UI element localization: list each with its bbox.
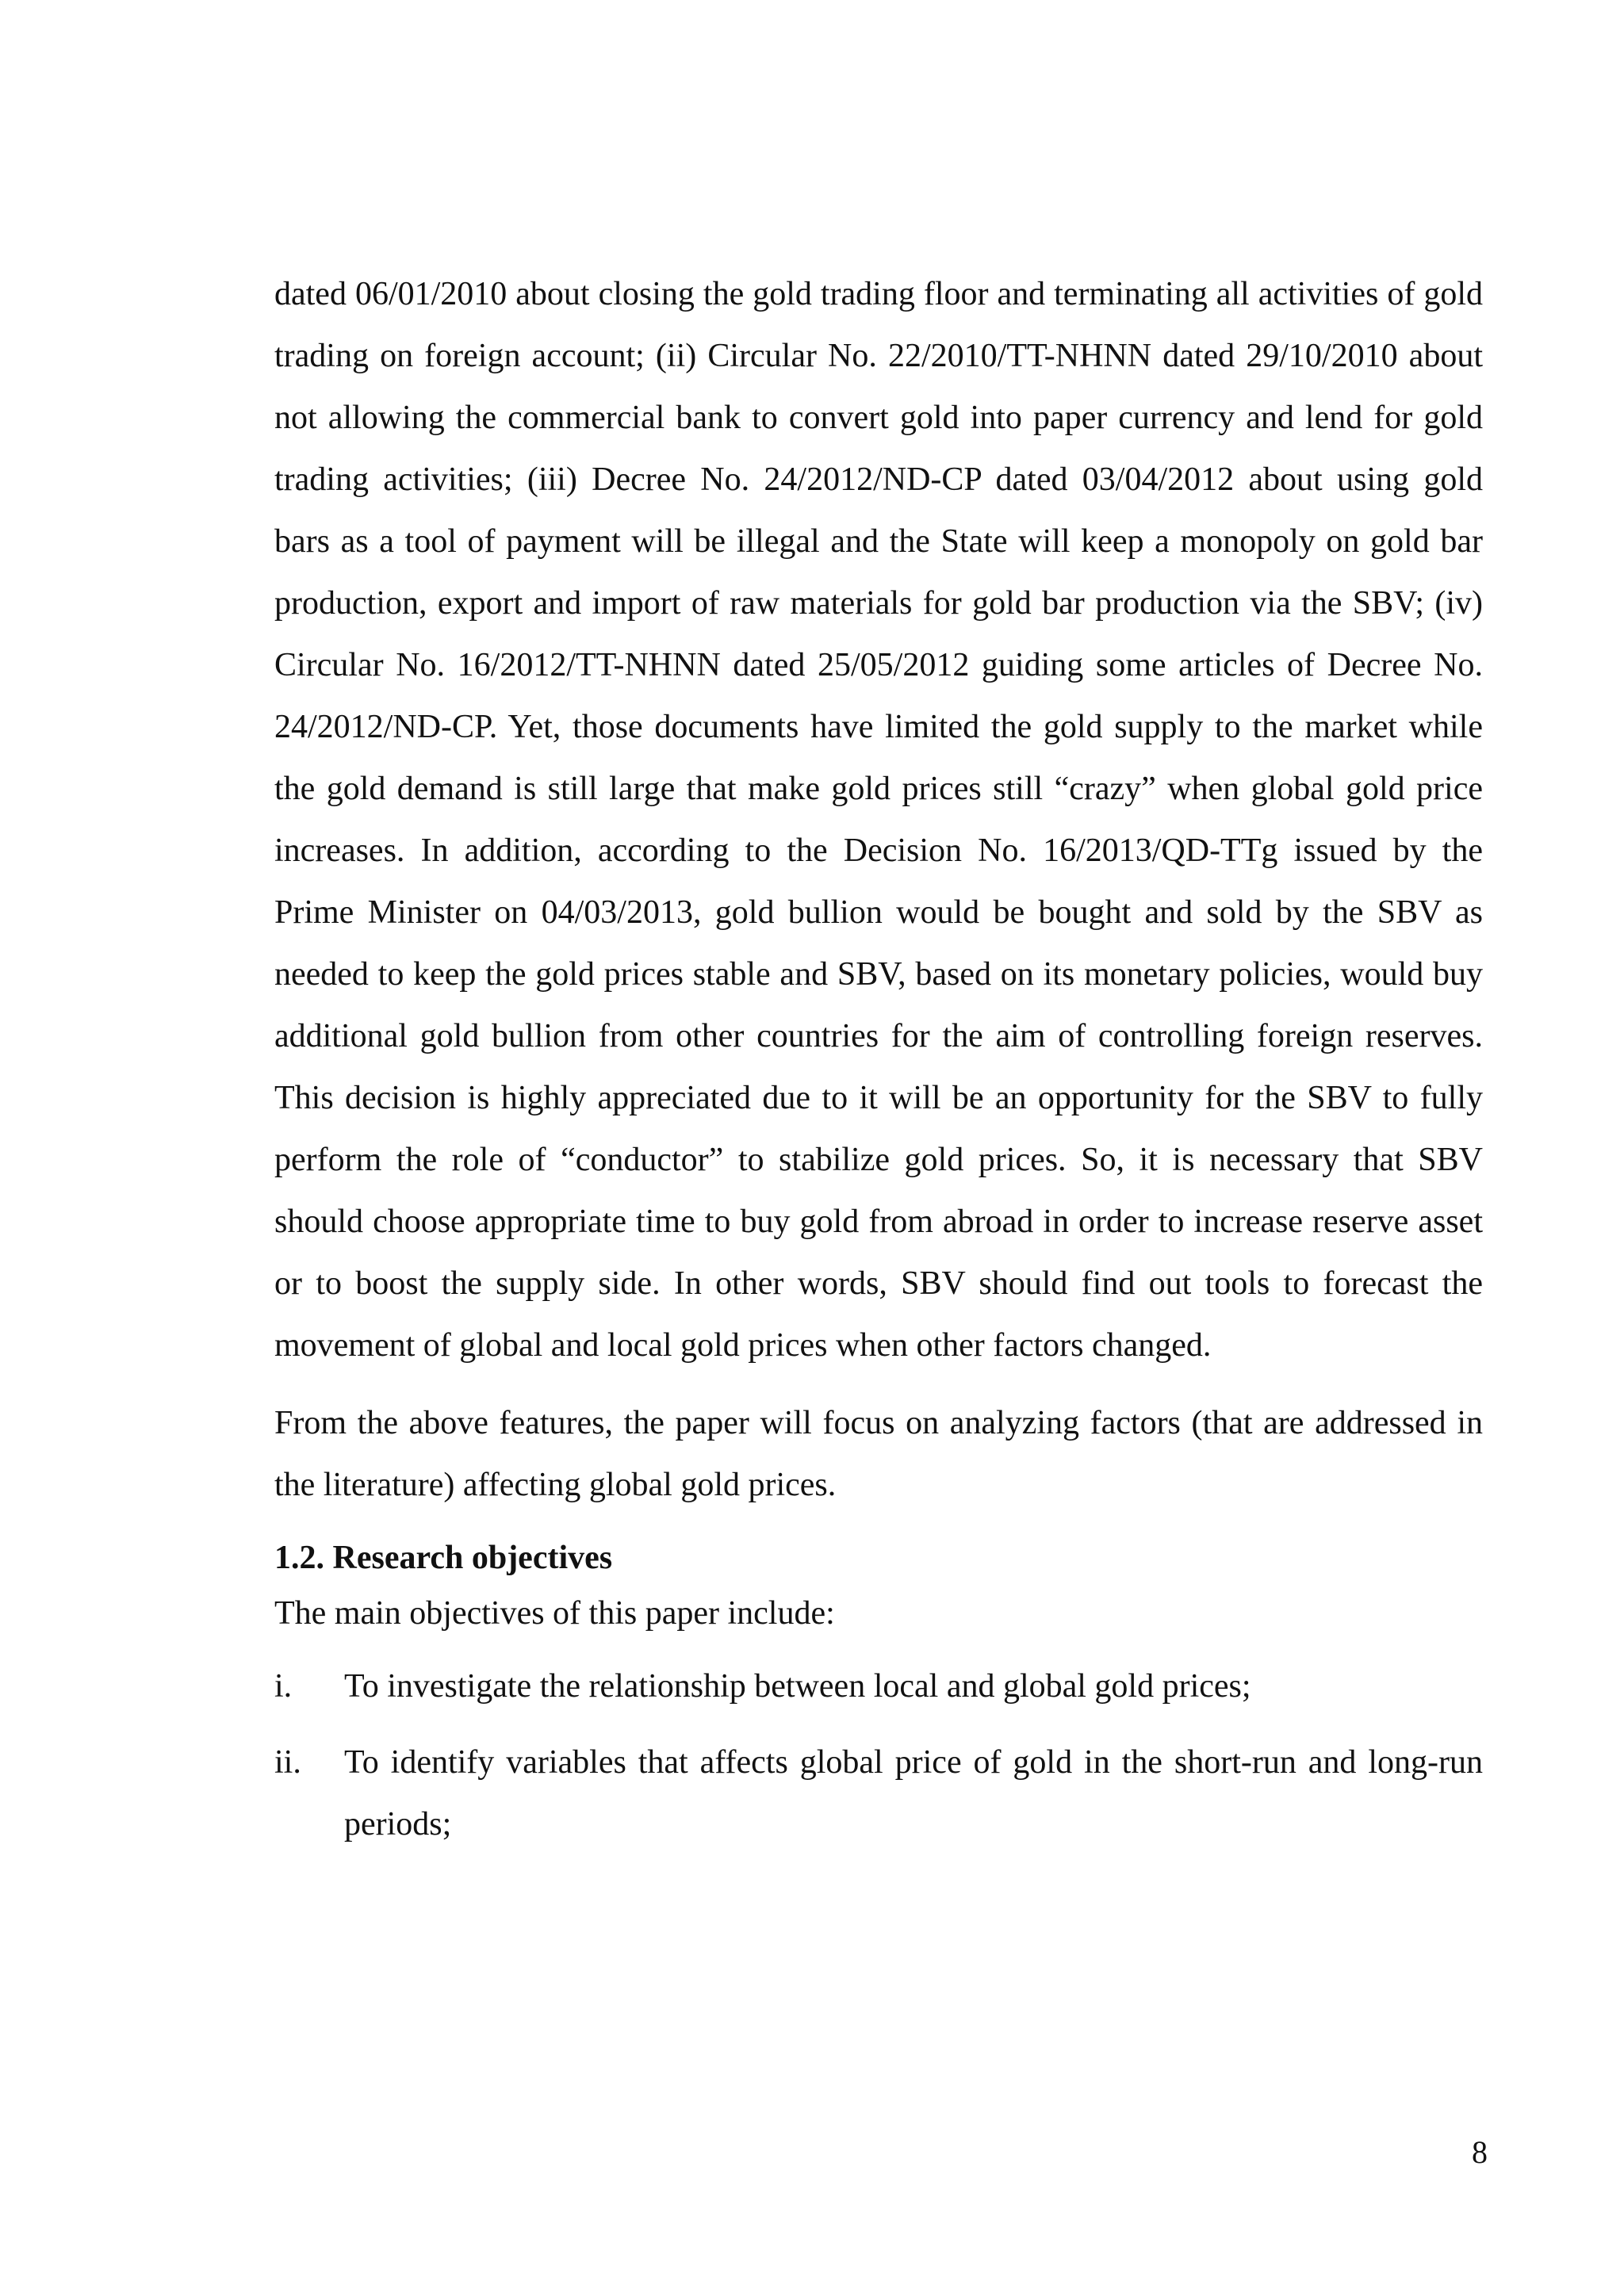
body-paragraph-1: dated 06/01/2010 about closing the gold trading floor and terminating all activities of gold trading on foreign account; (ii) Circular No. 22/2010/TT-NHNN dated 29/10/2010 about not allowing the commercial bank to convert gold into paper currency and lend for gold trading activities; (iii) Decree No. 24/2012/ND-CP dated 03/04/2012 about using gold bars as a tool of payment will be illegal and the State will keep a monopoly on gold bar production, export and import of raw materials for gold bar production via the SBV; (iv) Circular No. 16/2012/TT-NHNN dated 25/05/2012 guiding some articles of Decree No. 24/2012/ND-CP. Yet, those documents have limited the gold supply to the market while the gold demand is still large that make gold prices still “crazy” when global gold price increases. In addition, according to the Decision No. 16/2013/QD-TTg issued by the Prime Minister on 04/03/2013, gold bullion would be bought and sold by the SBV as needed to keep the gold prices stable and SBV, based on its monetary policies, would buy additional gold bullion from other countries for the aim of controlling foreign reserves. This decision is highly appreciated due to it will be an opportunity for the SBV to fully perform the role of “conductor” to stabilize gold prices. So, it is necessary that SBV should choose appropriate time to buy gold from abroad in order to increase reserve asset or to boost the supply side. In other words, SBV should find out tools to forecast the movement of global and local gold prices when other factors changed. — [274, 276, 1483, 1364]
objective-item-1 — [274, 1655, 1483, 1717]
section-heading: 1.2. Research objectives — [274, 1540, 613, 1576]
page-content — [274, 263, 1483, 1869]
objective-marker-2: ii. — [274, 1744, 301, 1781]
objectives-intro: The main objectives of this paper include: — [274, 1595, 835, 1632]
objective-text-1: To investigate the relationship between local and global gold prices; — [344, 1668, 1251, 1705]
objectives-list — [274, 1655, 1483, 1855]
objective-text-2: To identify variables that affects global price of gold in the short-run and long-run periods; — [344, 1744, 1483, 1843]
objective-marker-1: i. — [274, 1668, 293, 1705]
objective-item-2 — [274, 1732, 1483, 1855]
page-number: 8 — [1472, 2134, 1488, 2170]
body-paragraph-2: From the above features, the paper will focus on analyzing factors (that are addressed in the literature) affecting global gold prices. — [274, 1405, 1483, 1503]
